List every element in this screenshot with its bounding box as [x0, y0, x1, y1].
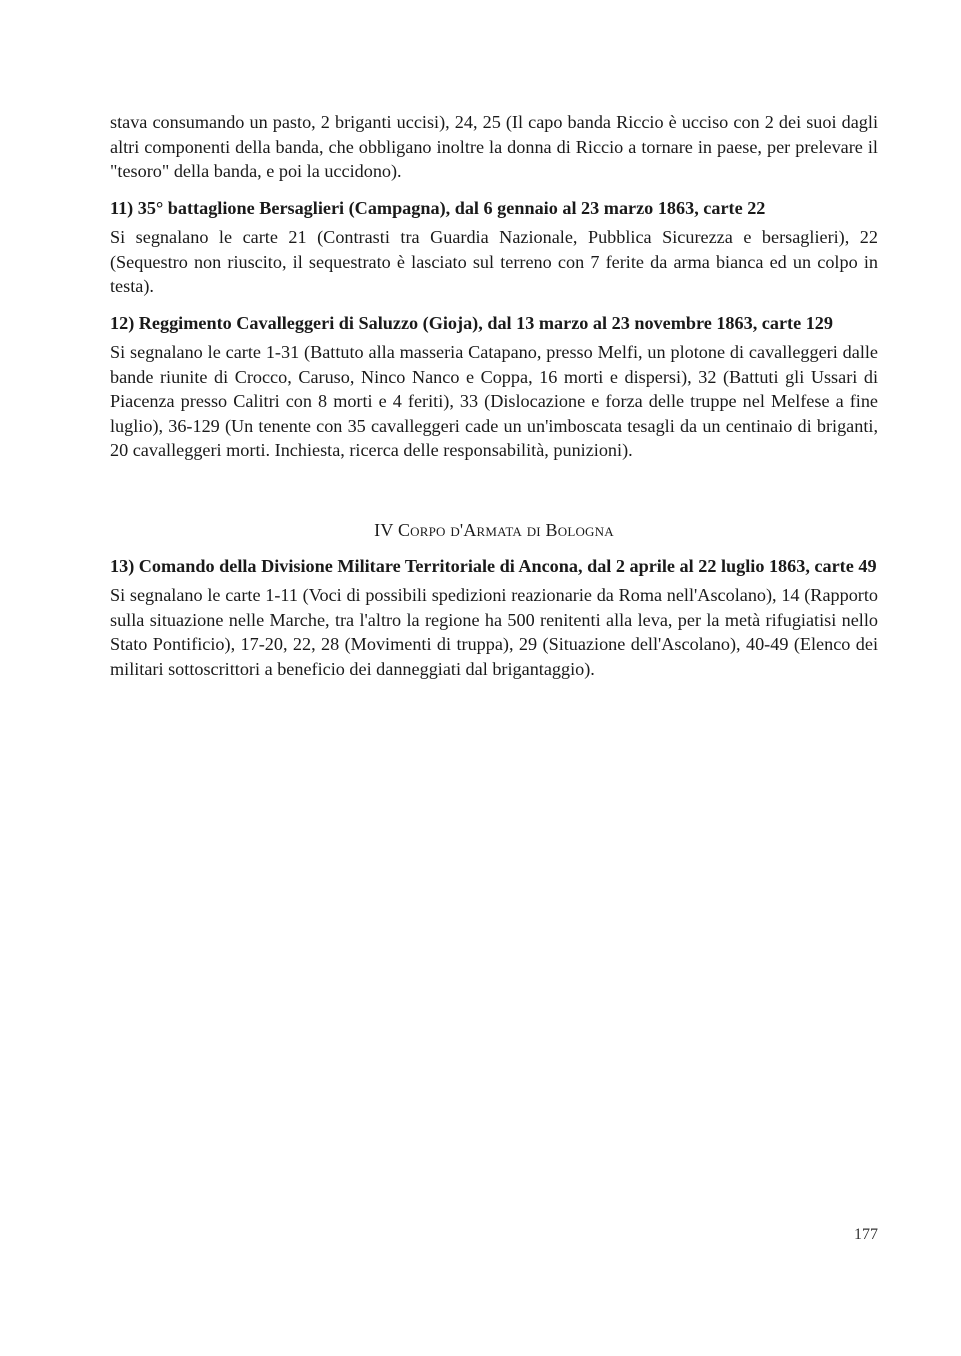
page-body: [110, 110, 878, 681]
section-title-numeral: IV: [374, 519, 398, 540]
entry-heading: 11) 35° battaglione Bersaglieri (Campagna), dal 6 gennaio al 23 marzo 1863, carte 22: [110, 197, 766, 218]
entry-heading: 12) Reggimento Cavalleggeri di Saluzzo (Gioja), dal 13 marzo al 23 novembre 1863, carte 129: [110, 312, 833, 333]
entry-text: Si segnalano le carte 1-11 (Voci di possibili spedizioni reazionarie da Roma nell'Ascolano), 14 (Rapporto sulla situazione nelle Marche, tra l'altro la regione ha 500 renitenti alla leva, per la metà rifugiatisi nello Stato Pontificio), 17-20, 22, 28 (Movimenti di truppa), 29 (Situazione dell'Ascolano), 40-49 (Elenco dei militari sottoscrittori a beneficio dei danneggiati dal brigantaggio).: [110, 585, 878, 679]
entry-heading: 13) Comando della Divisione Militare Territoriale di Ancona, dal 2 aprile al 22 luglio 1863, carte 49: [110, 555, 877, 576]
entry-11: [110, 196, 878, 299]
section-title: [110, 518, 878, 542]
entry-text: Si segnalano le carte 21 (Contrasti tra Guardia Nazionale, Pubblica Sicurezza e bersaglieri), 22 (Sequestro non riuscito, il sequestrato è lasciato sul terreno con 7 ferite da arma bianca ed un colpo in testa).: [110, 227, 878, 296]
entry-13: [110, 554, 878, 682]
entry-text: Si segnalano le carte 1-31 (Battuto alla masseria Catapano, presso Melfi, un plotone di cavalleggeri dalle bande riunite di Crocco, Caruso, Ninco Nanco e Coppa, 16 morti e dispersi), 32 (Battuti gli Ussari di Piacenza presso Calitri con 8 morti e 4 feriti), 33 (Dislocazione e forza delle truppe nel Melfese a fine luglio), 36-129 (Un tenente con 35 cavalleggeri cade un un'imboscata tesagli da un centinaio di briganti, 20 cavalleggeri morti. Inchiesta, ricerca delle responsabilità, punizioni).: [110, 342, 878, 460]
page-number: 177: [854, 1226, 878, 1243]
entry-12: [110, 311, 878, 463]
section-title-text: Corpo d'Armata di Bologna: [397, 519, 614, 540]
intro-paragraph: stava consumando un pasto, 2 briganti uccisi), 24, 25 (Il capo banda Riccio è ucciso con 2 dei suoi dagli altri componenti della banda, che obbligano inoltre la donna di Riccio a tornare in paese, per prelevare il "tesoro" della banda, e poi la uccidono).: [110, 112, 878, 181]
